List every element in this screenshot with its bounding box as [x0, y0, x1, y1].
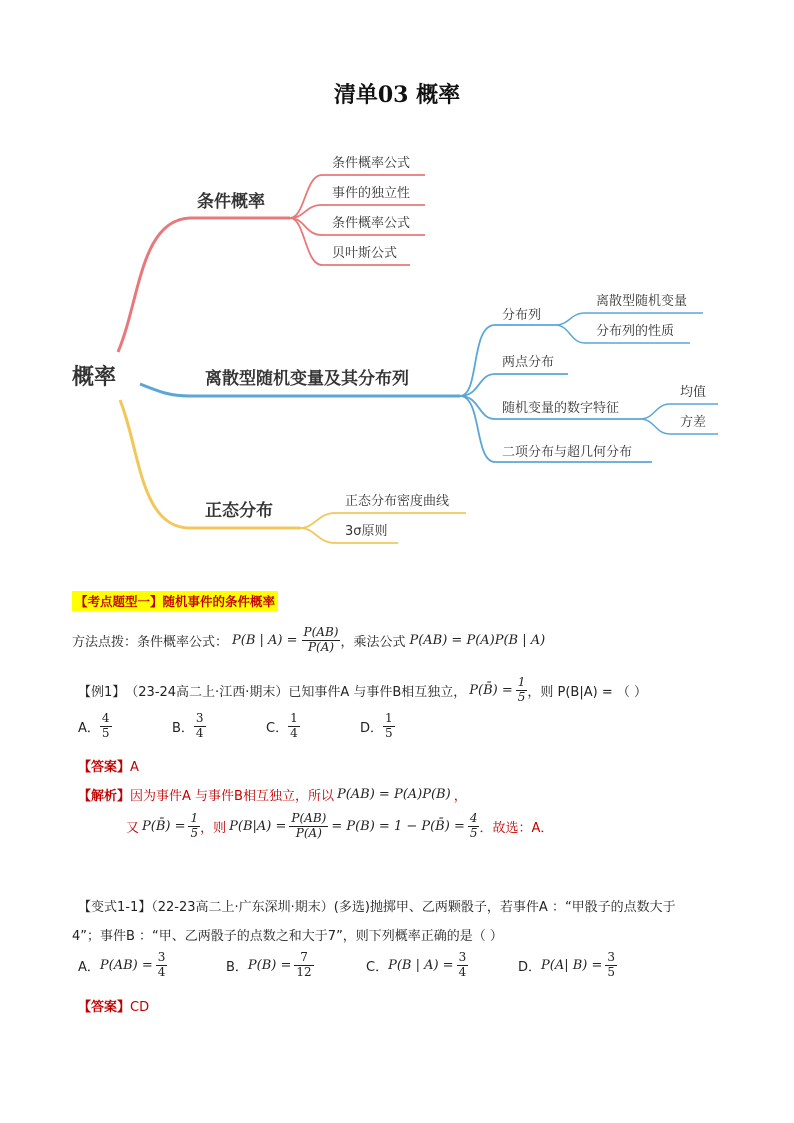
example1-given: P(B̄) =: [469, 682, 513, 698]
analysis-line1-end: ，: [453, 789, 467, 804]
analysis-line2-e: ．故选：A．: [479, 820, 554, 836]
example1-given-num: 1: [517, 675, 526, 689]
option-d-letter: D．: [360, 720, 384, 736]
option-c-num: 1: [290, 711, 298, 725]
v-option-a-den: 4: [157, 964, 166, 979]
branch2-sub2-connector: [460, 374, 568, 396]
branch2-sub2-label: 两点分布: [502, 355, 555, 370]
example1-option-d[interactable]: [360, 712, 454, 741]
analysis-eq1: P(AB) = P(A)P(B): [336, 787, 451, 802]
v-option-c-letter: C．: [366, 959, 389, 975]
option-c-letter: C．: [266, 720, 289, 736]
v-option-c-num: 3: [458, 950, 467, 964]
method-rhs: P(AB) = P(A)P(B | A): [409, 632, 546, 648]
example1-source: （23-24高二上·江西·期末）已知事件A 与事件B相互独立，: [125, 684, 467, 700]
option-b-num: 3: [195, 711, 204, 725]
variant1-option-b[interactable]: [226, 951, 366, 980]
example1-answer-label: 【答案】: [78, 760, 131, 775]
example1-given-fraction: [516, 676, 528, 705]
method-mid: ，乘法公式: [340, 634, 406, 650]
example1-label: 【例1】: [78, 684, 126, 700]
option-c-den: 4: [290, 725, 298, 740]
branch2-sub1-leaf2-label: 分布列的性质: [596, 324, 675, 339]
variant1-options: [78, 951, 648, 980]
option-b-letter: B．: [172, 720, 194, 736]
option-d-den: 5: [385, 725, 393, 740]
v-option-d-num: 3: [607, 950, 616, 964]
v-option-d-letter: D．: [518, 959, 542, 975]
option-a-letter: A．: [78, 720, 100, 736]
method-line: [72, 626, 545, 655]
method-prefix: 方法点拨：条件概率公式：: [72, 634, 229, 650]
method-fraction: [302, 626, 341, 655]
example1-option-b[interactable]: [172, 712, 266, 741]
variant1-option-a[interactable]: [78, 951, 226, 980]
branch1-label: 条件概率: [197, 192, 265, 212]
branch2-sub3-leaf2-connector: [640, 419, 718, 434]
branch2-sub1-leaf1-label: 离散型随机变量: [596, 294, 688, 309]
method-frac-den: P(A): [307, 639, 335, 654]
page-title: 清单03 概率: [333, 82, 461, 108]
variant1-option-d[interactable]: [518, 951, 648, 980]
mindmap-root-label: 概率: [72, 365, 117, 390]
variant1-text1: （22-23高二上·广东深圳·期末）(多选)抛掷甲、乙两颗骰子，若事件A ：“甲骰子的点数大于: [151, 900, 676, 915]
branch1-leaf1-label: 条件概率公式: [332, 156, 411, 171]
example1-analysis-line1: [78, 785, 467, 804]
option-b-den: 4: [195, 725, 204, 740]
branch2-sub3-leaf1-connector: [640, 404, 718, 419]
method-lhs: P(B | A) =: [232, 632, 298, 648]
v-option-b-den: 12: [296, 964, 312, 979]
v-option-a-expr: P(AB) =: [99, 957, 153, 973]
v-option-b-letter: B．: [226, 959, 248, 975]
v-option-d-den: 5: [607, 964, 616, 979]
analysis-frac2-den: P(A): [295, 825, 322, 840]
variant1-line1: [78, 896, 676, 915]
method-frac-num: P(AB): [303, 625, 339, 639]
v-option-d-expr: P(A| B) =: [541, 957, 603, 973]
example1-options: [78, 712, 454, 741]
v-option-c-den: 4: [458, 964, 467, 979]
analysis-frac3-den: 5: [469, 825, 478, 840]
example1-option-a[interactable]: [78, 712, 172, 741]
v-option-c-expr: P(B | A) =: [388, 957, 454, 973]
branch2-sub3-leaf2-label: 方差: [680, 415, 707, 430]
example1-analysis-label: 【解析】: [78, 789, 131, 804]
variant1-line2: 4”；事件B ：“甲、乙两骰子的点数之和大于7”，则下列概率正确的是（ ）: [72, 929, 503, 944]
v-option-b-num: 7: [294, 951, 313, 966]
option-d-num: 1: [385, 711, 393, 725]
analysis-frac2-num: P(AB): [291, 811, 327, 825]
branch2-sub3-label: 随机变量的数字特征: [502, 401, 620, 416]
mind-map: [0, 140, 794, 560]
analysis-frac1-den: 5: [190, 825, 199, 840]
v-option-a-letter: A．: [78, 959, 100, 975]
example1-given-den: 5: [517, 689, 526, 704]
v-option-b-expr: P(B) =: [247, 957, 292, 973]
variant1-answer: [78, 996, 149, 1015]
analysis-line2-d: = P(B) = 1 − P(B̄) =: [331, 818, 465, 834]
example1-option-c[interactable]: [266, 712, 360, 741]
variant1-answer-label: 【答案】: [78, 1000, 131, 1015]
section-tag: 【考点题型一】随机事件的条件概率: [72, 591, 278, 611]
analysis-line1-text: 因为事件A 与事件B相互独立，所以: [130, 789, 334, 804]
example1-stem: [78, 676, 647, 705]
analysis-line2-pre: 又: [126, 820, 140, 836]
branch2-sub1-label: 分布列: [502, 308, 542, 323]
branch2-label: 离散型随机变量及其分布列: [205, 369, 409, 389]
branch1-leaf4-label: 贝叶斯公式: [332, 246, 398, 261]
analysis-line2-b: ，则: [200, 820, 227, 836]
example1-analysis-line2: [126, 812, 553, 841]
analysis-frac1-num: 1: [190, 811, 199, 825]
branch2-sub4-label: 二项分布与超几何分布: [502, 445, 633, 460]
variant1-option-c[interactable]: [366, 951, 518, 980]
variant1-label: 【变式1-1】: [78, 900, 152, 915]
branch3-leaf2-label: 3σ原则: [345, 524, 388, 539]
branch3-label: 正态分布: [205, 501, 273, 521]
analysis-line2-c: P(B|A) =: [229, 818, 287, 834]
option-a-num: 4: [101, 711, 110, 725]
example1-answer: [78, 756, 139, 775]
branch3-leaf1-label: 正态分布密度曲线: [345, 494, 450, 509]
example1-ask: ，则 P(B|A) = （ ）: [527, 684, 647, 700]
branch1-leaf2-label: 事件的独立性: [332, 186, 411, 201]
option-a-den: 5: [101, 725, 110, 740]
v-option-a-num: 3: [157, 950, 166, 964]
analysis-line2-a: P(B̄) =: [142, 818, 186, 834]
variant1-answer-value: CD: [130, 1000, 150, 1015]
analysis-frac3-num: 4: [469, 811, 478, 825]
branch1-leaf3-label: 条件概率公式: [332, 216, 411, 231]
branch1-connector: [118, 218, 290, 352]
branch2-sub3-leaf1-label: 均值: [680, 385, 707, 400]
example1-answer-value: A: [130, 760, 139, 775]
